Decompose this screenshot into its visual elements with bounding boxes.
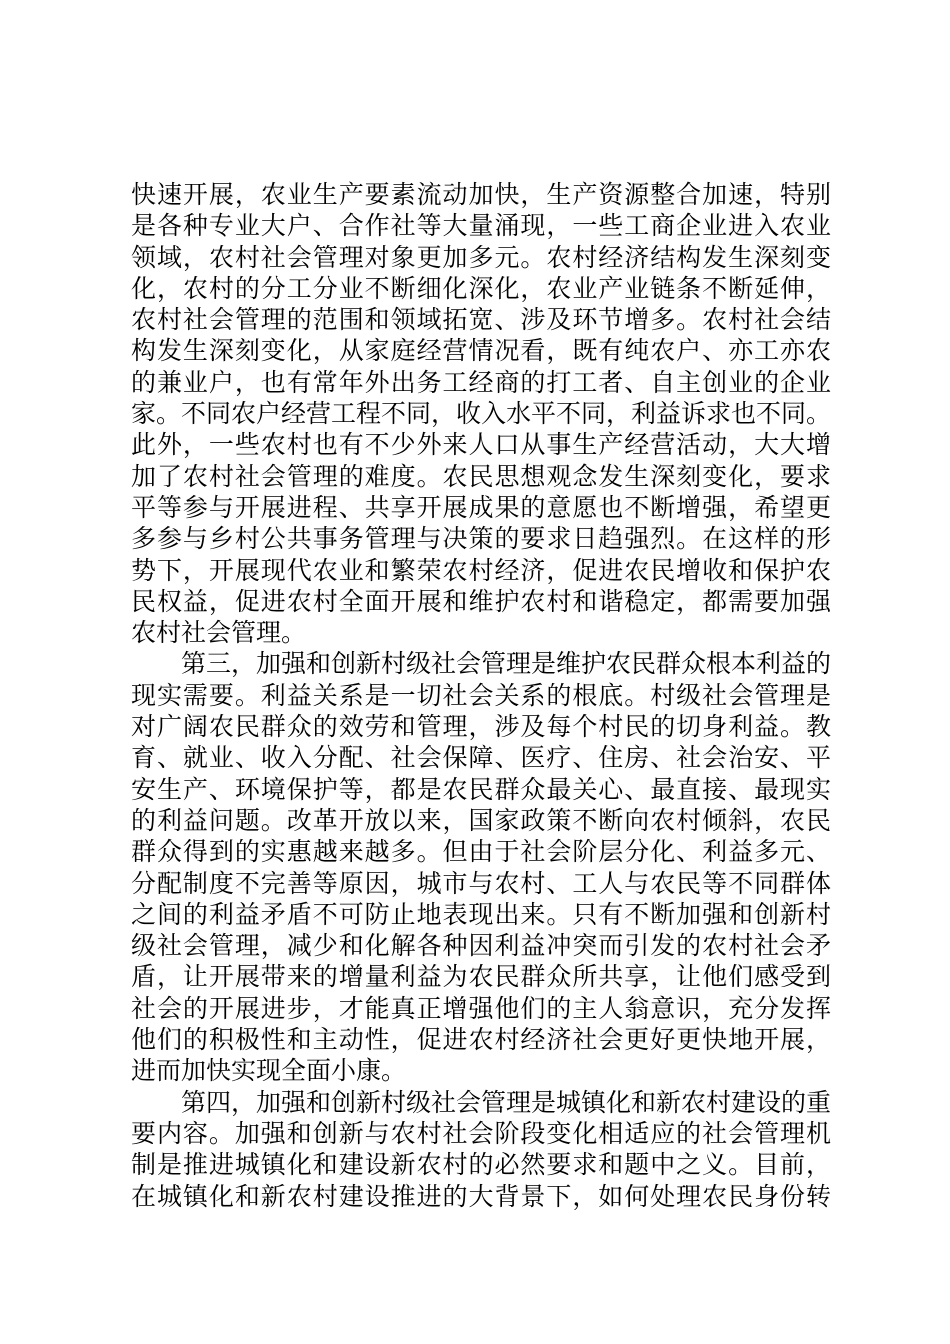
text-line: 多参与乡村公共事务管理与决策的要求日趋强烈。在这样的形 <box>131 524 831 554</box>
text-line: 是各种专业大户、合作社等大量涌现，一些工商企业进入农业 <box>131 211 831 241</box>
text-line: 级社会管理，减少和化解各种因利益冲突而引发的农村社会矛 <box>131 931 831 961</box>
text-line: 在城镇化和新农村建设推进的大背景下，如何处理农民身份转 <box>131 1181 831 1211</box>
text-line: 要内容。加强和创新与农村社会阶段变化相适应的社会管理机 <box>131 1118 831 1148</box>
text-line: 加了农村社会管理的难度。农民思想观念发生深刻变化，要求 <box>131 461 831 491</box>
text-line: 盾，让开展带来的增量利益为农民群众所共享，让他们感受到 <box>131 962 831 992</box>
text-line: 领域，农村社会管理对象更加多元。农村经济结构发生深刻变 <box>131 242 831 272</box>
text-line: 进而加快实现全面小康。 <box>131 1056 407 1086</box>
text-line: 农村社会管理。 <box>131 618 307 648</box>
paragraph-first-line: 第三，加强和创新村级社会管理是维护农民群众根本利益的 <box>181 649 832 679</box>
body-text <box>131 179 831 1212</box>
text-line: 社会的开展进步，才能真正增强他们的主人翁意识，充分发挥 <box>131 993 831 1023</box>
text-line: 家。不同农户经营工程不同，收入水平不同，利益诉求也不同。 <box>131 399 832 429</box>
text-line: 此外，一些农村也有不少外来人口从事生产经营活动，大大增 <box>131 430 831 460</box>
text-line: 安生产、环境保护等，都是农民群众最关心、最直接、最现实 <box>131 774 831 804</box>
text-line: 势下，开展现代农业和繁荣农村经济，促进农民增收和保护农 <box>131 555 831 585</box>
text-line: 的利益问题。改革开放以来，国家政策不断向农村倾斜，农民 <box>131 805 831 835</box>
text-line: 的兼业户，也有常年外出务工经商的打工者、自主创业的企业 <box>131 367 831 397</box>
text-line: 他们的积极性和主动性，促进农村经济社会更好更快地开展， <box>131 1025 831 1055</box>
text-line: 农村社会管理的范围和领域拓宽、涉及环节增多。农村社会结 <box>131 305 831 335</box>
text-line: 平等参与开展进程、共享开展成果的意愿也不断增强，希望更 <box>131 492 831 522</box>
text-line: 构发生深刻变化，从家庭经营情况看，既有纯农户、亦工亦农 <box>131 336 831 366</box>
text-line: 民权益，促进农村全面开展和维护农村和谐稳定，都需要加强 <box>131 586 831 616</box>
text-line: 快速开展，农业生产要素流动加快，生产资源整合加速，特别 <box>131 180 831 209</box>
text-line: 化，农村的分工分业不断细化深化，农业产业链条不断延伸， <box>131 273 831 303</box>
text-line: 分配制度不完善等原因，城市与农村、工人与农民等不同群体 <box>131 868 831 898</box>
text-line: 对广阔农民群众的效劳和管理，涉及每个村民的切身利益。教 <box>131 712 831 742</box>
text-line: 育、就业、收入分配、社会保障、医疗、住房、社会治安、平 <box>131 743 831 773</box>
text-line: 群众得到的实惠越来越多。但由于社会阶层分化、利益多元、 <box>131 837 831 867</box>
paragraph-first-line: 第四，加强和创新村级社会管理是城镇化和新农村建设的重 <box>181 1087 832 1117</box>
text-line: 之间的利益矛盾不可防止地表现出来。只有不断加强和创新村 <box>131 899 831 929</box>
text-line: 现实需要。利益关系是一切社会关系的根底。村级社会管理是 <box>131 680 831 710</box>
text-line: 制是推进城镇化和建设新农村的必然要求和题中之义。目前， <box>131 1150 831 1180</box>
